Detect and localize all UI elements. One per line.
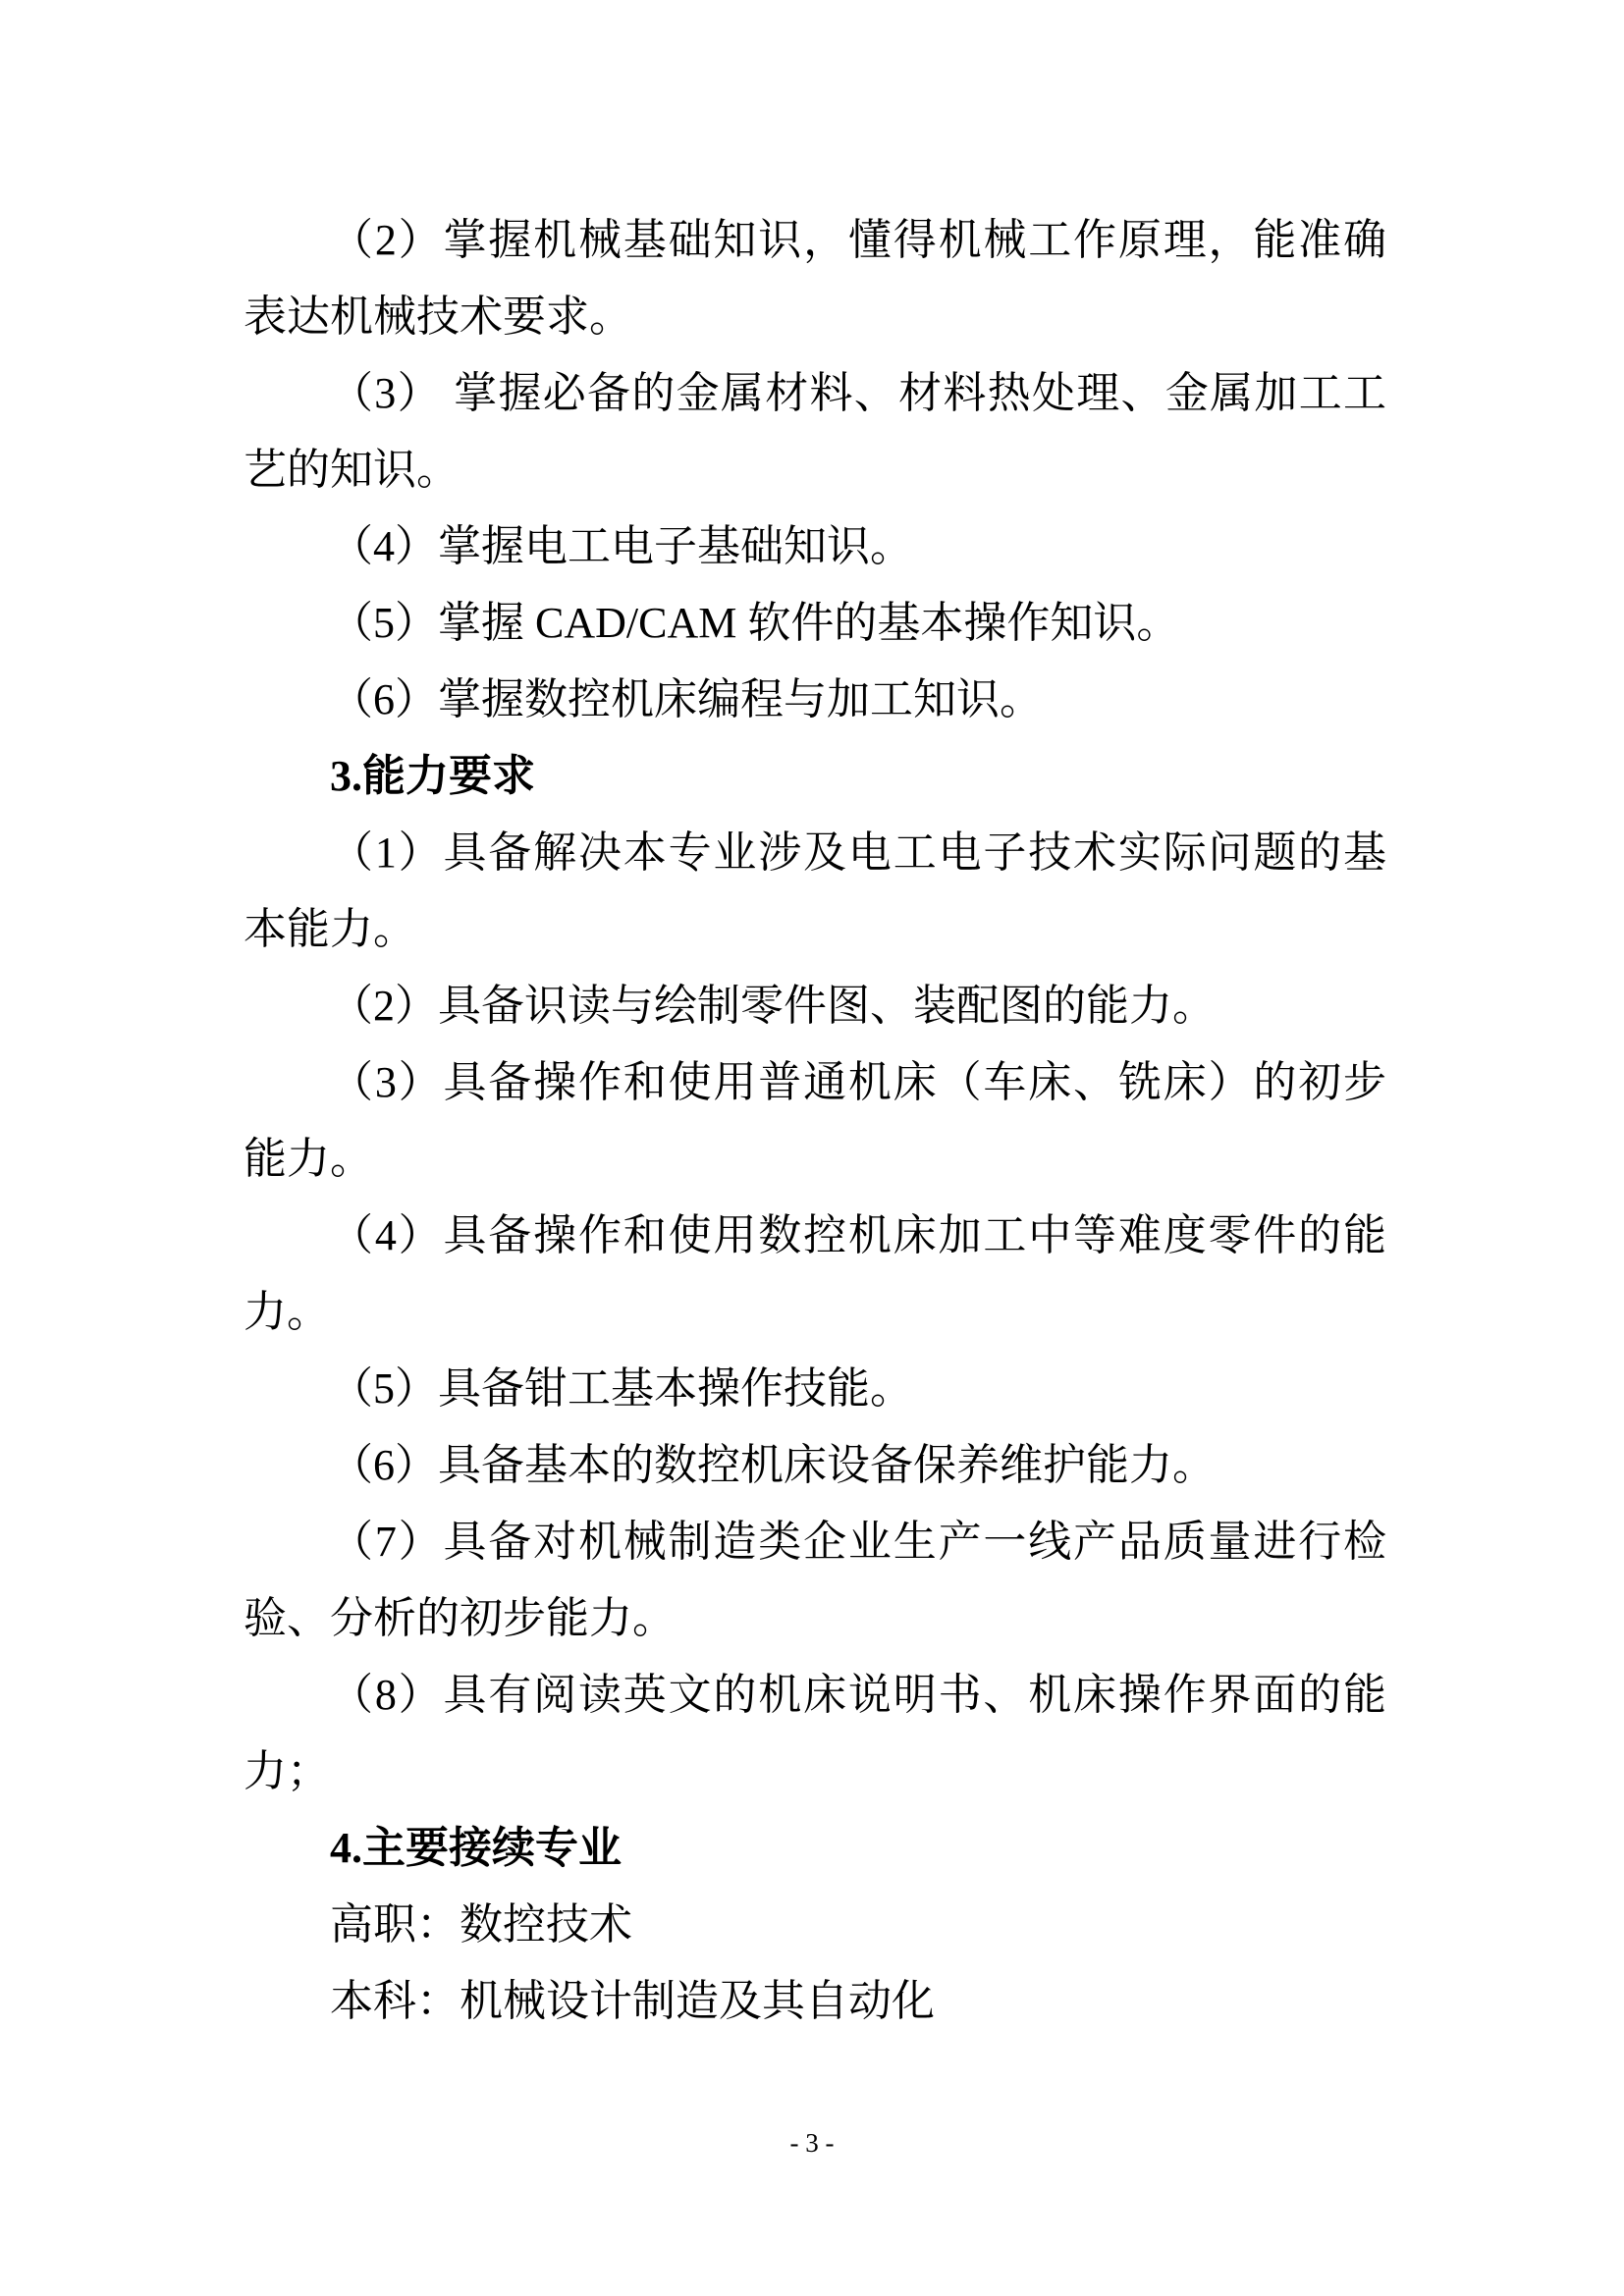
paragraph-line: 力； bbox=[244, 1747, 330, 1795]
paragraph-line: （5）具备钳工基本操作技能。 bbox=[330, 1364, 913, 1413]
paragraph-line: （4）掌握电工电子基础知识。 bbox=[330, 522, 913, 570]
paragraph-line: （6）掌握数控机床编程与加工知识。 bbox=[330, 675, 1043, 723]
paragraph-line: （6）具备基本的数控机床设备保养维护能力。 bbox=[330, 1441, 1216, 1489]
document-body bbox=[244, 202, 1386, 2040]
paragraph-line: 表达机械技术要求。 bbox=[244, 293, 632, 341]
section-heading-ability-requirements: 3.能力要求 bbox=[330, 752, 535, 800]
paragraph-line: 艺的知识。 bbox=[244, 446, 460, 494]
page-number: - 3 - bbox=[789, 2128, 835, 2158]
paragraph-line: 高职：数控技术 bbox=[330, 1900, 632, 1949]
paragraph-line: （8）具有阅读英文的机床说明书、机床操作界面的能 bbox=[330, 1671, 1386, 1719]
paragraph-line: （2）掌握机械基础知识，懂得机械工作原理，能准确 bbox=[330, 216, 1386, 264]
paragraph-line: （3）具备操作和使用普通机床（车床、铣床）的初步 bbox=[330, 1058, 1386, 1106]
paragraph-line: （7）具备对机械制造类企业生产一线产品质量进行检 bbox=[330, 1518, 1386, 1566]
paragraph-line: 本能力。 bbox=[244, 905, 416, 953]
paragraph-line: 本科：机械设计制造及其自动化 bbox=[330, 1977, 935, 2025]
paragraph-line: 能力。 bbox=[244, 1135, 373, 1183]
paragraph-line: （5）掌握 CAD/CAM 软件的基本操作知识。 bbox=[330, 599, 1180, 647]
paragraph-line: （3） 掌握必备的金属材料、材料热处理、金属加工工 bbox=[330, 369, 1386, 417]
paragraph-line: 力。 bbox=[244, 1288, 330, 1336]
section-heading-continuing-majors: 4.主要接续专业 bbox=[330, 1824, 622, 1872]
paragraph-line: （4）具备操作和使用数控机床加工中等难度零件的能 bbox=[330, 1211, 1386, 1259]
paragraph-line: 验、分析的初步能力。 bbox=[244, 1594, 676, 1642]
paragraph-line: （2）具备识读与绘制零件图、装配图的能力。 bbox=[330, 982, 1216, 1030]
paragraph-line: （1）具备解决本专业涉及电工电子技术实际问题的基 bbox=[330, 828, 1386, 877]
